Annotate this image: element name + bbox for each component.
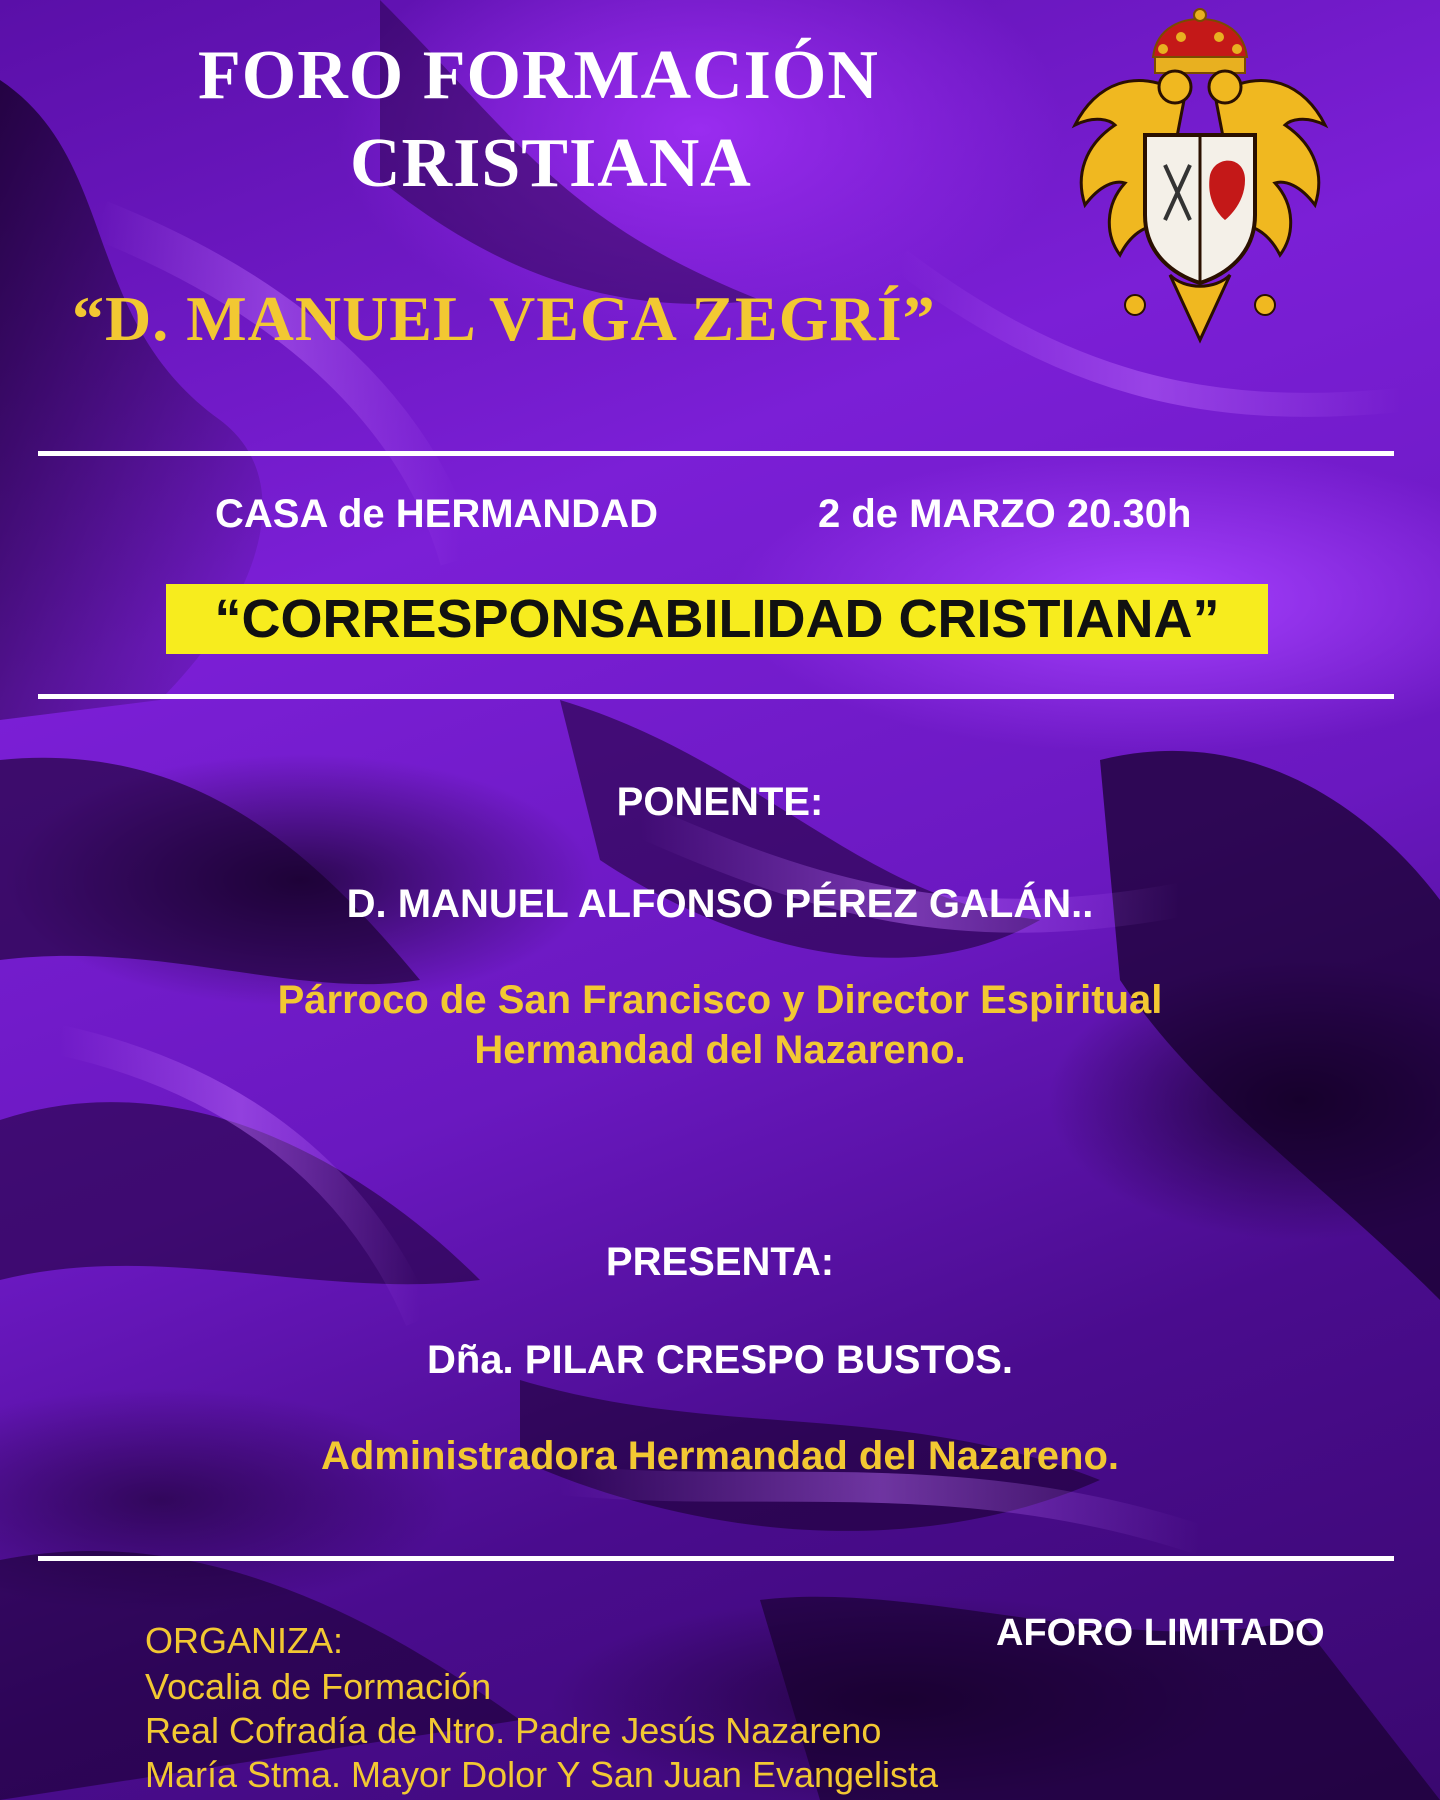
speaker-heading: PONENTE: bbox=[616, 780, 824, 824]
organizer-line-2: Real Cofradía de Ntro. Padre Jesús Nazareno bbox=[145, 1710, 882, 1751]
organizer-label: ORGANIZA: bbox=[145, 1620, 344, 1661]
organizer-line-3: María Stma. Mayor Dolor Y San Juan Evangelista bbox=[145, 1754, 939, 1795]
title-line-1: FORO FORMACIÓN bbox=[198, 37, 879, 114]
event-topic: “CORRESPONSABILIDAD CRISTIANA” bbox=[214, 589, 1220, 649]
speaker-role-line-2: Hermandad del Nazareno. bbox=[474, 1028, 966, 1072]
organizer-line-1: Vocalia de Formación bbox=[145, 1666, 492, 1707]
presenter-name: Dña. PILAR CRESPO BUSTOS. bbox=[426, 1338, 1013, 1382]
presenter-heading: PRESENTA: bbox=[605, 1240, 835, 1284]
event-datetime: 2 de MARZO 20.30h bbox=[818, 492, 1192, 536]
event-venue: CASA de HERMANDAD bbox=[215, 492, 658, 536]
divider-middle bbox=[38, 694, 1394, 699]
divider-top bbox=[38, 451, 1394, 456]
title-line-2: CRISTIANA bbox=[350, 125, 752, 202]
divider-bottom bbox=[38, 1556, 1394, 1561]
brotherhood-coat-of-arms-icon bbox=[1065, 5, 1335, 345]
honoree-name: “D. MANUEL VEGA ZEGRÍ” bbox=[72, 283, 936, 354]
presenter-role: Administradora Hermandad del Nazareno. bbox=[321, 1434, 1119, 1478]
capacity-notice: AFORO LIMITADO bbox=[996, 1612, 1325, 1654]
speaker-name: D. MANUEL ALFONSO PÉREZ GALÁN.. bbox=[346, 882, 1094, 926]
speaker-role-line-1: Párroco de San Francisco y Director Espiritual bbox=[277, 978, 1163, 1022]
